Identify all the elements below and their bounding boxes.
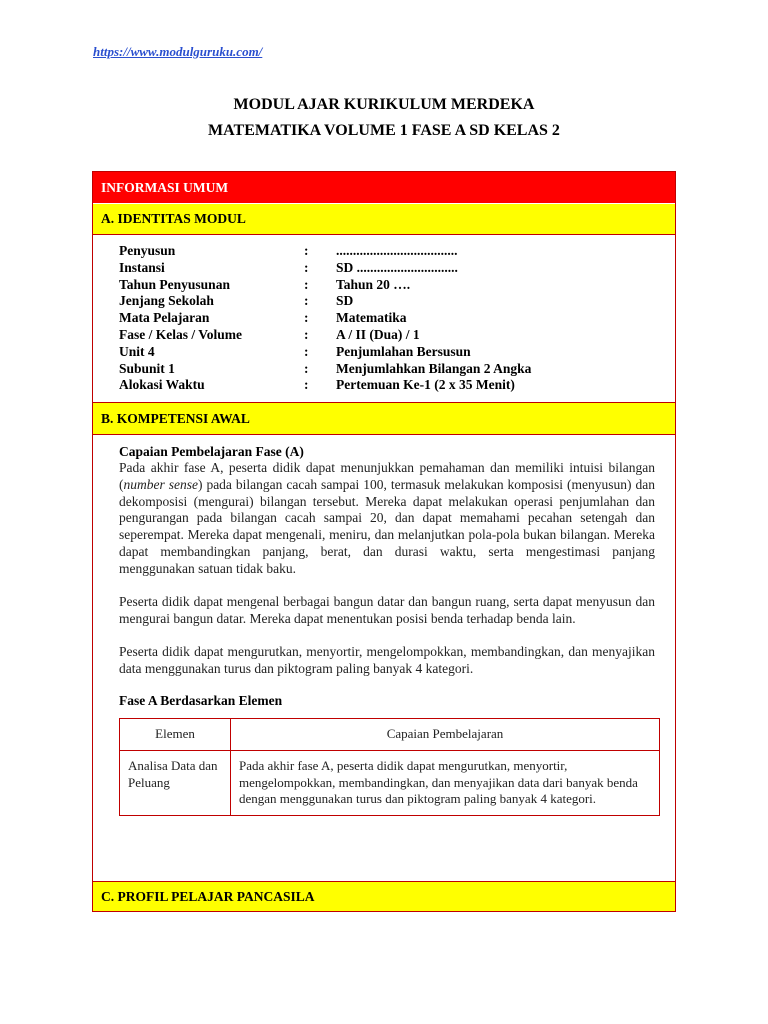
section-profil-pelajar-pancasila: C. PROFIL PELAJAR PANCASILA xyxy=(93,881,675,911)
header-url-link[interactable]: https://www.modulguruku.com/ xyxy=(93,44,263,59)
table-cell-capaian: Pada akhir fase A, peserta didik dapat mengurutkan, menyortir, mengelompokkan, membandingkan, dan menyajikan data dari banyak benda dengan menggunakan turus dan piktogram paling banyak 4 kategori. xyxy=(231,750,660,815)
fase-elemen-heading: Fase A Berdasarkan Elemen xyxy=(119,693,283,708)
module-info-frame: INFORMASI UMUM A. IDENTITAS MODUL Penyusun : .................................... Instansi : SD .............................. Tahun Penyusunan : Tahun 20 …. Jenjang Sekolah : SD Mata Pelajaran : Matematika Fase / Kelas / Volume : A / II (Dua) / 1 Unit 4 : Penjumlahan Bersusun Subunit 1 : Menjumlahkan Bilangan 2 Angka Alokasi Waktu : Pertemuan Ke-1 (2 x 35 Menit) B. KOMPETENSI AWAL Capaian Pembelajaran Fase (A) Pada akhir fase A, peserta didik dapat menunjukkan pemahaman dan memiliki intuisi bilangan (number sense) pada bilangan cacah sampai 100, termasuk melakukan komposisi (menyusun) dan dekomposisi (mengurai) bilangan tersebut. Mereka dapat melakukan operasi penjumlahan dan pengurangan pada bilangan cacah sampai 20, dan dapat memahami pecahan setengah dan seperempat. Mereka dapat mengenali, meniru, dan melanjutkan pola-pola bukan bilangan. Mereka dapat membandingkan panjang, berat, dan durasi waktu, serta mengestimasi panjang menggunakan satuan tidak baku. Peserta didik dapat mengenal berbagai bangun datar dan bangun ruang, serta dapat menyusun dan mengurai bangun datar. Mereka dapat menentukan posisi benda terhadap benda lain. Peserta didik dapat mengurutkan, menyortir, mengelompokkan, membandingkan, dan menyajikan data menggunakan turus dan piktogram paling banyak 4 kategori. Fase A Berdasarkan Elemen Elemen Capaian Pembelajaran Analisa Data dan Peluang Pada akhir fase A, peserta didik dapat mengurutkan, menyortir, mengelompokkan, membandingkan, dan menyajikan data dari banyak benda dengan menggunakan turus dan piktogram paling banyak 4 kategori. C. PROFIL PELAJAR PANCASILA xyxy=(92,171,676,912)
table-row xyxy=(120,750,660,815)
capaian-paragraph-3: Peserta didik dapat mengurutkan, menyortir, mengelompokkan, membandingkan, dan menyajikan data menggunakan turus dan piktogram paling banyak 4 kategori. xyxy=(119,644,655,676)
section-identitas-modul: A. IDENTITAS MODUL xyxy=(93,204,675,235)
capaian-paragraph-2: Peserta didik dapat mengenal berbagai bangun datar dan bangun ruang, serta dapat menyusun dan mengurai bangun datar. Mereka dapat menentukan posisi benda terhadap benda lain. xyxy=(119,594,655,626)
table-header-elemen: Elemen xyxy=(120,719,231,751)
document-title-line2: MATEMATIKA VOLUME 1 FASE A SD KELAS 2 xyxy=(208,122,560,139)
number-sense-term: number sense xyxy=(123,476,198,492)
elemen-table xyxy=(119,718,660,816)
table-header-row xyxy=(120,719,660,751)
capaian-paragraph-1: Pada akhir fase A, peserta didik dapat menunjukkan pemahaman dan memiliki intuisi bilangan (number sense) pada bilangan cacah sampai 100, termasuk melakukan komposisi (menyusun) dan dekomposisi (mengurai) bilangan tersebut. Mereka dapat melakukan operasi penjumlahan dan pengurangan pada bilangan cacah sampai 20, dan dapat memahami pecahan setengah dan seperempat. Mereka dapat mengenali, meniru, dan melanjutkan pola-pola bukan bilangan. Mereka dapat membandingkan panjang, berat, dan durasi waktu, serta mengestimasi panjang menggunakan satuan tidak baku. xyxy=(119,460,655,576)
document-title-line1: MODUL AJAR KURIKULUM MERDEKA xyxy=(233,96,535,113)
section-informasi-umum: INFORMASI UMUM xyxy=(93,172,675,203)
section-kompetensi-awal: B. KOMPETENSI AWAL xyxy=(93,402,675,435)
table-header-capaian: Capaian Pembelajaran xyxy=(231,719,660,751)
table-cell-elemen: Analisa Data dan Peluang xyxy=(120,750,231,815)
capaian-heading: Capaian Pembelajaran Fase (A) xyxy=(119,444,304,459)
